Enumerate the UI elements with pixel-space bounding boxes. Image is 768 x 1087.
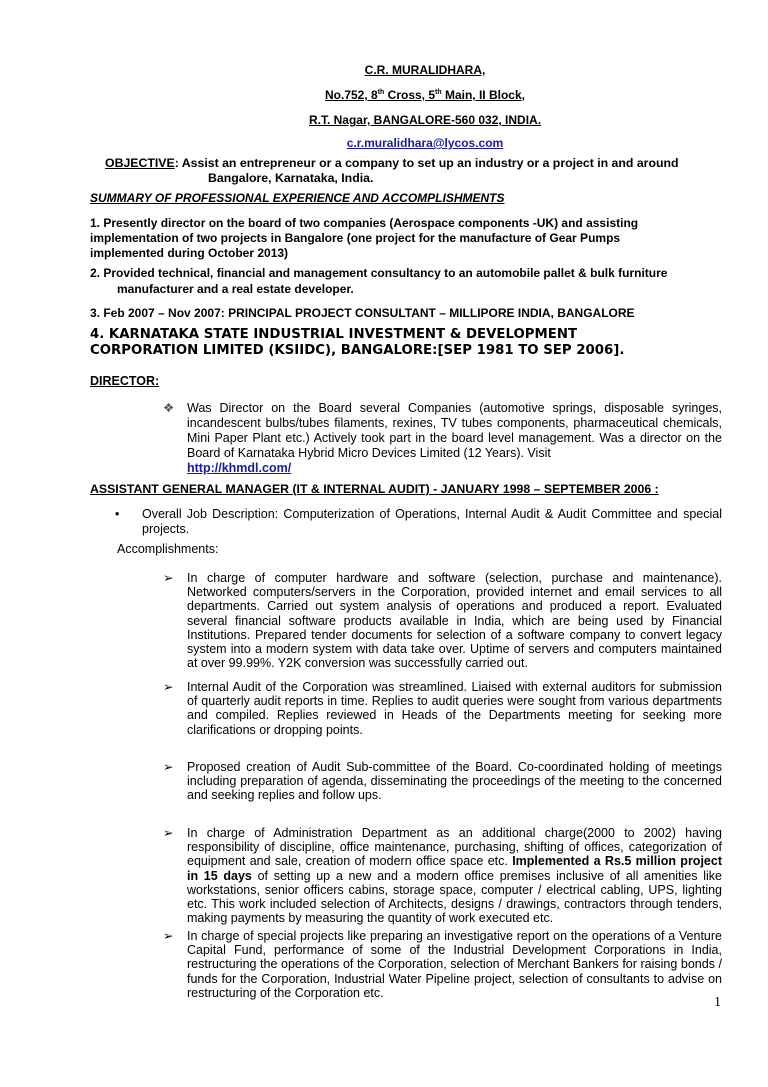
address-line-1: No.752, 8th Cross, 5th Main, II Block, <box>325 88 525 102</box>
accomplishment-text: In charge of computer hardware and software (selection, purchase and maintenance). Networked computers/servers in the Corporation, provided internet and email services to all departments. Carried out system analysis of operations and produced a report. Evaluated several financial software products available in India, which are being used by Financial Institutions. Prepared tender documents for selection of a software company to convert legacy system into a modern system with data take over. Uptime of servers and computers maintained at over 99.99%. Y2K conversion was successfully carried out. <box>187 571 722 671</box>
overall-text: Overall Job Description: Computerization of Operations, Internal Audit & Audit Committee and special projects. <box>142 507 722 536</box>
arrow-bullet-icon: ➢ <box>163 929 174 943</box>
director-text: Was Director on the Board several Companies (automotive springs, disposable syringes, incandescent bulbs/tubes filaments, rexines, TV tubes components, pharmaceutical chemicals, Mini Paper Plant etc.) Actively took part in the board level management. Was a director on the Board of Karnataka Hybrid Micro Devices Limited (12 Years). Visit <box>187 401 722 460</box>
khmdl-link[interactable]: http://khmdl.com/ <box>187 461 292 475</box>
accomplishment-item <box>163 680 722 737</box>
overall-job-description <box>115 507 722 536</box>
admin-highlight: Implemented a Rs.5 million project in 15 days <box>187 854 722 883</box>
admin-text: In charge of Administration Department as an additional charge(2000 to 2002) having responsibility of discipline, office maintenance, purchasing, shifting of offices, categorization of equipment and sale, creation of modern office space etc. <box>187 826 722 869</box>
accomplishment-item <box>163 760 722 803</box>
accomplishment-text: Internal Audit of the Corporation was streamlined. Liaised with external auditors for submission of quarterly audit reports in time. Replies to audit queries were sought from various departments and compiled. Replies reviewed in Heads of the Departments meeting for seeking more clarifications or dropping points. <box>187 680 722 737</box>
accomplishment-item-special <box>163 929 722 1000</box>
arrow-bullet-icon: ➢ <box>163 571 174 585</box>
agm-title: ASSISTANT GENERAL MANAGER (IT & INTERNAL AUDIT) - JANUARY 1998 – SEPTEMBER 2006 : <box>90 482 659 496</box>
objective <box>105 156 745 170</box>
email-link-wrap <box>90 136 760 150</box>
summary-item-3: 3. Feb 2007 – Nov 2007: PRINCIPAL PROJECT CONSULTANT – MILLIPORE INDIA, BANGALORE <box>90 306 635 320</box>
diamond-bullet-icon: ❖ <box>163 401 175 415</box>
objective-label: OBJECTIVE <box>105 156 175 170</box>
accomplishments-label: Accomplishments: <box>117 542 219 556</box>
admin-text-2: of setting up a new and a modern office premises inclusive of all amenities like workstations, senior officers cabins, storage space, computer / electrical cabling, UPS, lighting etc. This work included selection of Architects, designs / drawings, contractors through tenders, making payments by measuring the quantity of work executed etc. <box>187 868 722 926</box>
summary-item-1: 1. Presently director on the board of two companies (Aerospace components -UK) and assisting implementation of two projects in Bangalore (one project for the manufacture of Gear Pumps implemented during October 2013) <box>90 216 639 260</box>
accomplishment-item <box>163 571 722 671</box>
objective-text-2: Bangalore, Karnataka, India. <box>208 171 374 185</box>
address-line-2: R.T. Nagar, BANGALORE-560 032, INDIA. <box>308 113 542 127</box>
candidate-name: C.R. MURALIDHARA, <box>364 63 486 77</box>
email-link[interactable]: c.r.muralidhara@lycos.com <box>346 136 504 150</box>
summary-item-4: 4. KARNATAKA STATE INDUSTRIAL INVESTMENT & DEVELOPMENT CORPORATION LIMITED (KSIIDC), BANGALORE:[SEP 1981 TO SEP 2006]. <box>90 327 625 358</box>
arrow-bullet-icon: ➢ <box>163 826 174 840</box>
accomplishment-text: Proposed creation of Audit Sub-committee of the Board. Co-coordinated holding of meetings including preparation of agenda, disseminating the proceedings of the meeting to the concerned and seeking replies and follow ups. <box>187 760 722 803</box>
summary-title: SUMMARY OF PROFESSIONAL EXPERIENCE AND ACCOMPLISHMENTS <box>90 191 505 205</box>
accomplishment-item-admin <box>163 826 722 926</box>
dot-bullet-icon: • <box>115 507 120 521</box>
page-number: 1 <box>714 995 721 1010</box>
arrow-bullet-icon: ➢ <box>163 760 174 774</box>
objective-text: : Assist an entrepreneur or a company to set up an industry or a project in and around <box>174 156 679 170</box>
summary-item-2-cont: manufacturer and a real estate developer. <box>117 282 354 296</box>
special-text: In charge of special projects like preparing an investigative report on the operations of a Venture Capital Fund, performance of some of the Industrial Development Corporations in India, restructuring the operations of the Corporation, selection of Merchant Bankers for raising bonds / funds for the Corporation, Industrial Water Pipeline project, selection of consultants to advise on restructuring of the Corporation etc. <box>187 929 722 1000</box>
director-title: DIRECTOR: <box>90 374 160 388</box>
director-bullet <box>163 401 722 476</box>
summary-item-2: 2. Provided technical, financial and management consultancy to an automobile pallet & bulk furniture <box>90 266 668 280</box>
arrow-bullet-icon: ➢ <box>163 680 174 694</box>
